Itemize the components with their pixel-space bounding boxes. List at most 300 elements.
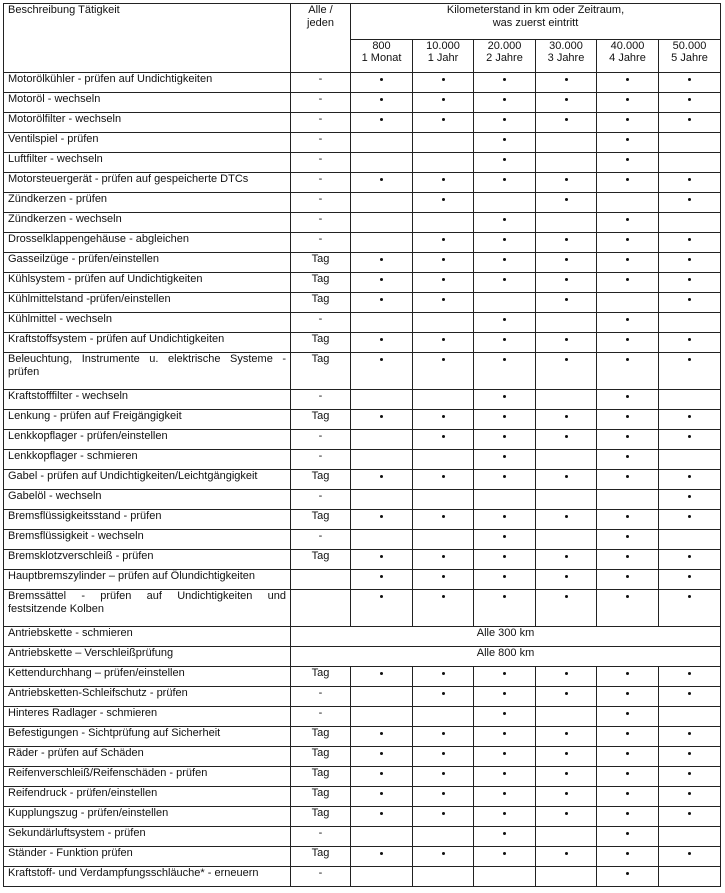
- interval-cell: [413, 747, 474, 767]
- service-mark: [503, 515, 506, 518]
- interval-cell: [413, 390, 474, 410]
- table-row: [4, 627, 721, 647]
- interval-cell: [351, 470, 413, 490]
- interval-cell: [536, 93, 597, 113]
- task-label: Hauptbremszylinder – prüfen auf Ölundichtigkeiten: [4, 570, 291, 590]
- interval-cell: [536, 787, 597, 807]
- interval-cell: [597, 153, 659, 173]
- interval-cell: [351, 827, 413, 847]
- task-label: Zündkerzen - prüfen: [4, 193, 291, 213]
- interval-cell: [351, 550, 413, 570]
- alle-value: Tag: [291, 273, 351, 293]
- interval-cell: [413, 570, 474, 590]
- service-mark: [380, 772, 383, 775]
- alle-value: -: [291, 430, 351, 450]
- service-mark: [442, 672, 445, 675]
- table-row: [4, 647, 721, 667]
- interval-cell: [351, 767, 413, 787]
- alle-value: -: [291, 827, 351, 847]
- service-mark: [380, 178, 383, 181]
- alle-value: Tag: [291, 470, 351, 490]
- interval-cell: [351, 867, 413, 887]
- interval-cell: [474, 590, 536, 627]
- interval-km: 10.000: [426, 40, 460, 52]
- interval-cell: [659, 233, 721, 253]
- interval-cell: [597, 827, 659, 847]
- task-label: Drosselklappengehäuse - abgleichen: [4, 233, 291, 253]
- interval-cell: [351, 313, 413, 333]
- service-mark: [565, 852, 568, 855]
- interval-cell: [474, 113, 536, 133]
- service-mark: [442, 338, 445, 341]
- service-mark: [442, 358, 445, 361]
- interval-cell: [659, 253, 721, 273]
- table-row: [4, 233, 721, 253]
- interval-cell: [474, 847, 536, 867]
- table-row: [4, 747, 721, 767]
- service-mark: [565, 415, 568, 418]
- interval-cell: [474, 867, 536, 887]
- interval-cell: [597, 273, 659, 293]
- service-mark: [688, 752, 691, 755]
- service-mark: [442, 732, 445, 735]
- service-mark: [688, 238, 691, 241]
- alle-value: -: [291, 687, 351, 707]
- alle-header-line2: jeden: [307, 17, 334, 29]
- interval-cell: [659, 490, 721, 510]
- service-mark: [503, 555, 506, 558]
- alle-value: -: [291, 490, 351, 510]
- interval-cell: [413, 470, 474, 490]
- alle-value: -: [291, 707, 351, 727]
- interval-cell: [413, 410, 474, 430]
- service-mark: [688, 98, 691, 101]
- service-mark: [442, 238, 445, 241]
- interval-cell: [597, 807, 659, 827]
- service-mark: [626, 672, 629, 675]
- interval-cell: [474, 313, 536, 333]
- service-mark: [688, 258, 691, 261]
- interval-cell: [351, 253, 413, 273]
- interval-cell: [351, 450, 413, 470]
- service-mark: [688, 358, 691, 361]
- alle-value: -: [291, 153, 351, 173]
- interval-cell: [536, 667, 597, 687]
- interval-cell: [597, 233, 659, 253]
- interval-cell: [659, 113, 721, 133]
- service-mark: [565, 78, 568, 81]
- task-label: Kraftstoffsystem - prüfen auf Undichtigkeiten: [4, 333, 291, 353]
- service-mark: [565, 198, 568, 201]
- interval-cell: [597, 490, 659, 510]
- service-mark: [626, 118, 629, 121]
- interval-cell: [351, 173, 413, 193]
- table-row: [4, 707, 721, 727]
- service-mark: [565, 595, 568, 598]
- task-label: Beleuchtung, Instrumente u. elektrische Systeme - prüfen: [4, 353, 291, 390]
- interval-cell: [536, 253, 597, 273]
- task-label: Antriebskette - schmieren: [4, 627, 291, 647]
- interval-cell: [413, 687, 474, 707]
- service-mark: [565, 338, 568, 341]
- interval-cell: [536, 353, 597, 390]
- interval-cell: [536, 390, 597, 410]
- service-mark: [503, 692, 506, 695]
- alle-value: Tag: [291, 667, 351, 687]
- table-row: [4, 867, 721, 887]
- interval-cell: [351, 333, 413, 353]
- table-row: [4, 490, 721, 510]
- interval-cell: [413, 93, 474, 113]
- alle-value: Tag: [291, 353, 351, 390]
- interval-header: [351, 40, 413, 73]
- service-mark: [626, 78, 629, 81]
- service-mark: [626, 238, 629, 241]
- service-mark: [688, 178, 691, 181]
- alle-value: Tag: [291, 847, 351, 867]
- interval-cell: [536, 233, 597, 253]
- service-mark: [503, 258, 506, 261]
- service-mark: [626, 415, 629, 418]
- interval-cell: [536, 827, 597, 847]
- interval-cell: [474, 410, 536, 430]
- interval-cell: [474, 707, 536, 727]
- service-mark: [626, 772, 629, 775]
- task-label: Luftfilter - wechseln: [4, 153, 291, 173]
- service-mark: [626, 475, 629, 478]
- interval-header: [659, 40, 721, 73]
- interval-cell: [351, 807, 413, 827]
- interval-cell: [536, 450, 597, 470]
- interval-time: 1 Jahr: [427, 52, 459, 64]
- table-row: [4, 193, 721, 213]
- task-label: Zündkerzen - wechseln: [4, 213, 291, 233]
- service-mark: [442, 298, 445, 301]
- service-mark: [565, 732, 568, 735]
- service-mark: [442, 278, 445, 281]
- interval-cell: [474, 530, 536, 550]
- service-mark: [503, 98, 506, 101]
- interval-cell: [413, 727, 474, 747]
- alle-value: [291, 570, 351, 590]
- service-mark: [442, 435, 445, 438]
- service-mark: [688, 495, 691, 498]
- service-mark: [442, 772, 445, 775]
- service-mark: [565, 812, 568, 815]
- table-row: [4, 667, 721, 687]
- service-mark: [503, 278, 506, 281]
- interval-cell: [474, 510, 536, 530]
- service-mark: [442, 595, 445, 598]
- alle-value: Tag: [291, 747, 351, 767]
- interval-cell: [597, 590, 659, 627]
- interval-cell: [413, 153, 474, 173]
- interval-km: 800: [372, 40, 391, 52]
- interval-cell: [536, 293, 597, 313]
- service-mark: [688, 672, 691, 675]
- interval-cell: [351, 510, 413, 530]
- service-mark: [688, 475, 691, 478]
- service-mark: [626, 812, 629, 815]
- service-mark: [503, 852, 506, 855]
- interval-cell: [597, 847, 659, 867]
- service-mark: [626, 752, 629, 755]
- service-mark: [503, 118, 506, 121]
- interval-cell: [413, 490, 474, 510]
- interval-cell: [351, 390, 413, 410]
- task-label: Hinteres Radlager - schmieren: [4, 707, 291, 727]
- interval-cell: [659, 410, 721, 430]
- table-row: [4, 727, 721, 747]
- interval-cell: [536, 490, 597, 510]
- service-mark: [626, 395, 629, 398]
- interval-cell: [536, 333, 597, 353]
- interval-cell: [413, 450, 474, 470]
- service-mark: [380, 278, 383, 281]
- table-row: [4, 470, 721, 490]
- interval-km: 20.000: [487, 40, 522, 52]
- interval-cell: [659, 333, 721, 353]
- interval-cell: [413, 233, 474, 253]
- service-mark: [688, 515, 691, 518]
- interval-cell: [351, 113, 413, 133]
- service-mark: [503, 218, 506, 221]
- service-mark: [442, 118, 445, 121]
- interval-cell: [351, 707, 413, 727]
- interval-cell: [351, 213, 413, 233]
- interval-cell: [597, 73, 659, 93]
- service-mark: [688, 435, 691, 438]
- interval-cell: [659, 213, 721, 233]
- interval-cell: [536, 847, 597, 867]
- interval-cell: [659, 133, 721, 153]
- task-label: Kühlmittel - wechseln: [4, 313, 291, 333]
- service-mark: [442, 812, 445, 815]
- interval-cell: [351, 133, 413, 153]
- table-row: [4, 333, 721, 353]
- service-mark: [688, 812, 691, 815]
- interval-cell: [413, 193, 474, 213]
- service-mark: [626, 258, 629, 261]
- table-row: [4, 253, 721, 273]
- service-mark: [380, 672, 383, 675]
- service-mark: [565, 298, 568, 301]
- task-label: Antriebsketten-Schleifschutz - prüfen: [4, 687, 291, 707]
- interval-cell: [351, 193, 413, 213]
- interval-cell: [597, 390, 659, 410]
- interval-span-note: Alle 300 km: [291, 627, 721, 647]
- interval-cell: [659, 867, 721, 887]
- interval-cell: [474, 550, 536, 570]
- service-mark: [565, 575, 568, 578]
- service-mark: [626, 515, 629, 518]
- interval-cell: [351, 787, 413, 807]
- service-mark: [380, 78, 383, 81]
- service-mark: [626, 358, 629, 361]
- interval-cell: [474, 93, 536, 113]
- service-mark: [565, 178, 568, 181]
- alle-value: Tag: [291, 550, 351, 570]
- service-mark: [503, 535, 506, 538]
- alle-value: -: [291, 193, 351, 213]
- interval-cell: [351, 590, 413, 627]
- service-mark: [442, 98, 445, 101]
- interval-cell: [413, 847, 474, 867]
- interval-cell: [351, 490, 413, 510]
- interval-cell: [659, 747, 721, 767]
- task-label: Gabel - prüfen auf Undichtigkeiten/Leichtgängigkeit: [4, 470, 291, 490]
- service-mark: [565, 752, 568, 755]
- service-mark: [503, 772, 506, 775]
- service-mark: [442, 198, 445, 201]
- interval-cell: [536, 570, 597, 590]
- service-mark: [442, 178, 445, 181]
- interval-cell: [351, 73, 413, 93]
- interval-cell: [351, 530, 413, 550]
- alle-header: [291, 4, 351, 73]
- interval-cell: [659, 470, 721, 490]
- km-header-line1: Kilometerstand in km oder Zeitraum,: [446, 4, 625, 16]
- alle-value: -: [291, 390, 351, 410]
- task-label: Sekundärluftsystem - prüfen: [4, 827, 291, 847]
- service-mark: [380, 732, 383, 735]
- interval-cell: [597, 93, 659, 113]
- table-row: [4, 590, 721, 627]
- table-row: [4, 133, 721, 153]
- interval-cell: [597, 113, 659, 133]
- interval-cell: [659, 390, 721, 410]
- interval-cell: [659, 293, 721, 313]
- interval-cell: [351, 233, 413, 253]
- interval-cell: [659, 707, 721, 727]
- interval-cell: [536, 510, 597, 530]
- service-mark: [688, 338, 691, 341]
- service-mark: [626, 455, 629, 458]
- service-mark: [380, 812, 383, 815]
- table-row: [4, 93, 721, 113]
- task-label: Motorsteuergerät - prüfen auf gespeicherte DTCs: [4, 173, 291, 193]
- interval-cell: [659, 590, 721, 627]
- service-mark: [565, 98, 568, 101]
- alle-value: Tag: [291, 410, 351, 430]
- interval-cell: [474, 827, 536, 847]
- interval-cell: [597, 450, 659, 470]
- service-mark: [688, 772, 691, 775]
- task-label: Kraftstoff- und Verdampfungsschläuche* - erneuern: [4, 867, 291, 887]
- interval-header: [536, 40, 597, 73]
- interval-cell: [597, 133, 659, 153]
- service-mark: [503, 415, 506, 418]
- alle-header-line1: Alle /: [308, 4, 333, 16]
- interval-cell: [474, 133, 536, 153]
- service-mark: [380, 415, 383, 418]
- service-mark: [442, 575, 445, 578]
- task-label: Räder - prüfen auf Schäden: [4, 747, 291, 767]
- service-mark: [565, 358, 568, 361]
- service-mark: [380, 258, 383, 261]
- interval-cell: [536, 590, 597, 627]
- interval-cell: [536, 767, 597, 787]
- interval-cell: [659, 73, 721, 93]
- interval-cell: [413, 213, 474, 233]
- service-mark: [380, 338, 383, 341]
- service-mark: [565, 475, 568, 478]
- table-row: [4, 273, 721, 293]
- interval-cell: [659, 313, 721, 333]
- interval-cell: [597, 867, 659, 887]
- interval-cell: [597, 333, 659, 353]
- service-mark: [380, 298, 383, 301]
- interval-cell: [413, 510, 474, 530]
- interval-cell: [413, 353, 474, 390]
- interval-cell: [597, 293, 659, 313]
- interval-cell: [474, 430, 536, 450]
- interval-cell: [536, 273, 597, 293]
- alle-value: -: [291, 313, 351, 333]
- interval-time: 1 Monat: [361, 52, 402, 64]
- task-label: Bremsflüssigkeit - wechseln: [4, 530, 291, 550]
- service-mark: [442, 78, 445, 81]
- interval-cell: [474, 470, 536, 490]
- alle-value: Tag: [291, 510, 351, 530]
- alle-value: -: [291, 450, 351, 470]
- service-mark: [626, 435, 629, 438]
- service-mark: [380, 515, 383, 518]
- service-mark: [565, 515, 568, 518]
- alle-value: -: [291, 233, 351, 253]
- interval-cell: [474, 390, 536, 410]
- interval-cell: [413, 273, 474, 293]
- service-mark: [442, 515, 445, 518]
- service-mark: [503, 455, 506, 458]
- interval-cell: [474, 787, 536, 807]
- alle-value: -: [291, 173, 351, 193]
- service-mark: [503, 732, 506, 735]
- interval-cell: [413, 707, 474, 727]
- service-mark: [688, 78, 691, 81]
- interval-cell: [474, 450, 536, 470]
- service-mark: [565, 692, 568, 695]
- service-mark: [503, 672, 506, 675]
- table-row: [4, 787, 721, 807]
- interval-cell: [474, 570, 536, 590]
- service-mark: [503, 712, 506, 715]
- interval-cell: [659, 510, 721, 530]
- interval-cell: [351, 430, 413, 450]
- table-row: [4, 353, 721, 390]
- interval-cell: [474, 173, 536, 193]
- km-header-line2: was zuerst eintritt: [492, 17, 579, 29]
- task-label: Lenkkopflager - prüfen/einstellen: [4, 430, 291, 450]
- interval-cell: [597, 430, 659, 450]
- interval-cell: [659, 273, 721, 293]
- interval-cell: [597, 353, 659, 390]
- task-label: Bremssättel - prüfen auf Undichtigkeiten und festsitzende Kolben: [4, 590, 291, 627]
- interval-cell: [413, 550, 474, 570]
- interval-cell: [659, 807, 721, 827]
- service-mark: [503, 238, 506, 241]
- service-mark: [626, 218, 629, 221]
- service-mark: [380, 358, 383, 361]
- table-row: [4, 807, 721, 827]
- interval-time: 3 Jahre: [547, 52, 585, 64]
- task-label: Ständer - Funktion prüfen: [4, 847, 291, 867]
- service-mark: [503, 752, 506, 755]
- interval-cell: [351, 93, 413, 113]
- interval-cell: [474, 667, 536, 687]
- service-mark: [626, 692, 629, 695]
- service-mark: [503, 832, 506, 835]
